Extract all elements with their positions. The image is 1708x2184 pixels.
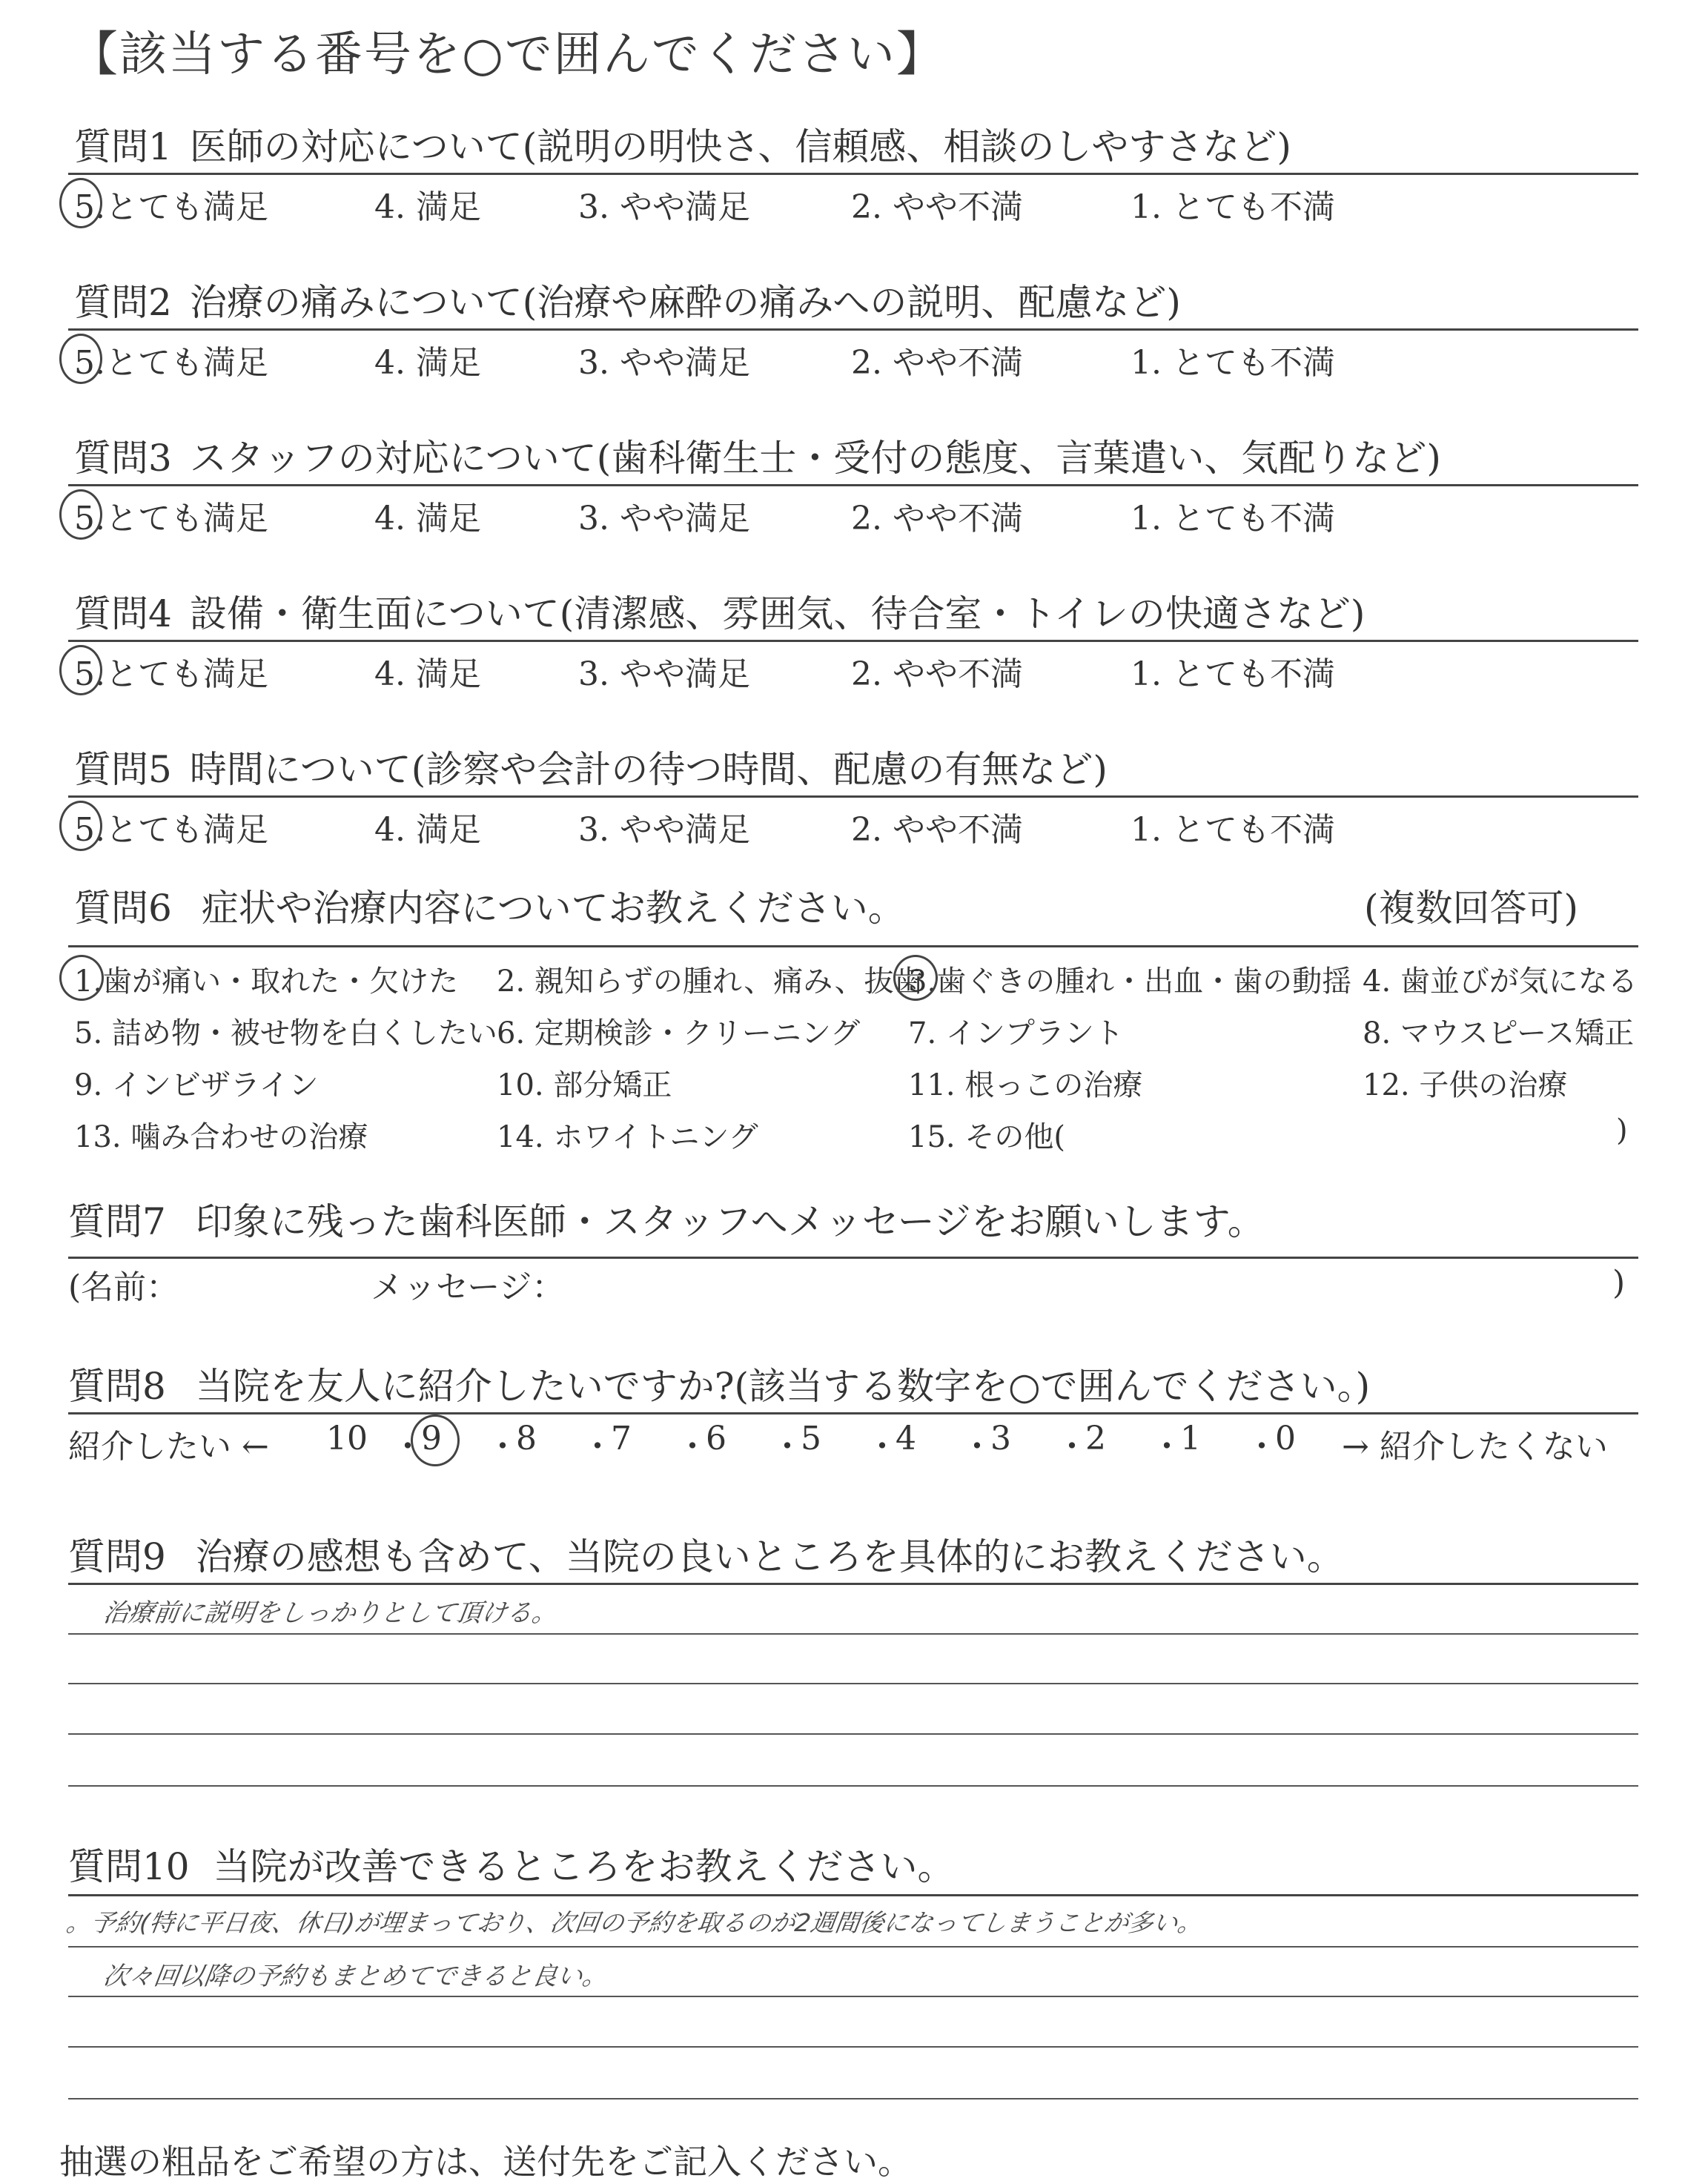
q8-heading [68,1357,1370,1410]
q7-heading [68,1192,1265,1245]
selection-circle [59,489,102,540]
q2-option[interactable]: 1. とても不満 [1131,344,1335,382]
q10-line-3 [68,2046,1638,2048]
selection-circle [411,1414,460,1466]
q1-label: 質問1 [74,125,172,168]
q7-label: 質問7 [68,1200,166,1243]
q7-rule [68,1257,1638,1259]
q6-option[interactable]: 7. インプラント [908,1016,1124,1050]
q8-scale-value[interactable]: 2 [1085,1420,1106,1457]
q3-option[interactable]: 4. 満足 [374,500,481,537]
q8-separator: ・ [1056,1428,1088,1466]
selection-circle [59,334,102,384]
q7-name-label[interactable]: (名前： [68,1268,179,1306]
q3-option[interactable]: 3. やや満足 [578,500,750,537]
q7-message-label[interactable]: メッセージ： [371,1268,565,1306]
q7-text: 印象に残った歯科医師・スタッフへメッセージをお願いします。 [195,1200,1265,1243]
q2-label: 質問2 [74,281,172,324]
page-title: 【該当する番号を○で囲んでください】 [70,27,945,82]
q8-separator: ・ [1151,1428,1183,1466]
q5-option[interactable]: 3. やや満足 [578,811,750,849]
q6-text: 症状や治療内容についてお教えください。 [201,887,905,930]
q8-separator: ・ [676,1428,709,1466]
q5-text: 時間について(診察や会計の待つ時間、配慮の有無など) [189,748,1108,791]
q10-heading [68,1837,955,1890]
q3-text: スタッフの対応について(歯科衛生士・受付の態度、言葉遣い、気配りなど) [189,437,1441,480]
q2-option[interactable]: 2. やや不満 [851,344,1023,382]
q6-option[interactable]: 2. 親知らずの腫れ、痛み、抜歯 [497,964,924,999]
q6-option[interactable]: 1.歯が痛い・取れた・欠けた [74,964,459,999]
selection-circle [59,178,102,228]
q8-right-label: → 紹介したくない [1342,1428,1608,1466]
q6-option[interactable]: 12. 子供の治療 [1363,1068,1568,1102]
q6-option[interactable]: 15. その他( [908,1120,1065,1154]
q8-scale-value[interactable]: 4 [896,1420,916,1457]
q6-close-paren: ) [1616,1113,1628,1148]
selection-circle [59,645,102,695]
q5-option[interactable]: 2. やや不満 [851,811,1023,849]
q8-separator: ・ [961,1428,993,1466]
q1-text: 医師の対応について(説明の明快さ、信頼感、相談のしやすさなど) [189,125,1291,168]
q8-separator: ・ [1245,1428,1278,1466]
q9-label: 質問9 [68,1535,166,1578]
q6-note: (複数回答可) [1364,887,1579,930]
q10-text: 当院が改善できるところをお教えください。 [213,1845,955,1888]
q1-option[interactable]: 1. とても不満 [1131,188,1335,226]
q8-scale-value[interactable]: 6 [706,1420,726,1457]
q6-option[interactable]: 10. 部分矯正 [497,1068,672,1102]
q10-line-2 [68,1996,1638,1997]
q9-line-1 [68,1633,1638,1635]
q2-option[interactable]: 4. 満足 [374,344,481,382]
q6-option[interactable]: 8. マウスピース矯正 [1363,1016,1635,1050]
q9-rule [68,1583,1638,1585]
q9-text: 治療の感想も含めて、当院の良いところを具体的にお教えください。 [195,1535,1344,1578]
q8-left-label: 紹介したい ← [68,1428,269,1466]
q3-option[interactable]: 5.とても満足 [74,500,268,537]
q1-rule [68,173,1638,175]
q5-label: 質問5 [74,748,172,791]
q5-option[interactable]: 1. とても不満 [1131,811,1335,849]
selection-circle [59,955,104,1001]
q6-option[interactable]: 11. 根っこの治療 [908,1068,1143,1102]
q8-scale-value[interactable]: 8 [516,1420,537,1457]
q8-separator: ・ [581,1428,614,1466]
q4-option[interactable]: 5.とても満足 [74,655,268,693]
q5-rule [68,795,1638,798]
q8-scale-value[interactable]: 5 [801,1420,821,1457]
q9-line-4 [68,1785,1638,1787]
q4-option[interactable]: 1. とても不満 [1131,655,1335,693]
q10-label: 質問10 [68,1845,190,1888]
q1-option[interactable]: 3. やや満足 [578,188,750,226]
q6-option[interactable]: 9. インビザライン [74,1068,319,1102]
q4-label: 質問4 [74,592,172,635]
q3-heading [74,428,1441,482]
q3-option[interactable]: 2. やや不満 [851,500,1023,537]
q3-rule [68,484,1638,486]
q8-scale-value[interactable]: 1 [1180,1420,1201,1457]
q10-line-4 [68,2098,1638,2099]
q8-rule [68,1412,1638,1414]
q8-scale-value[interactable]: 10 [326,1420,368,1457]
q8-label: 質問8 [68,1365,166,1408]
q2-option[interactable]: 5.とても満足 [74,344,268,382]
q4-text: 設備・衛生面について(清潔感、雰囲気、待合室・トイレの快適さなど) [189,592,1366,635]
q1-option[interactable]: 5.とても満足 [74,188,268,226]
q4-heading [74,584,1365,638]
q7-close-paren: ) [1612,1264,1626,1302]
q4-option[interactable]: 2. やや不満 [851,655,1023,693]
q4-option[interactable]: 3. やや満足 [578,655,750,693]
q1-option[interactable]: 2. やや不満 [851,188,1023,226]
q8-scale-value[interactable]: 7 [611,1420,632,1457]
q8-separator: ・ [486,1428,519,1466]
q5-option[interactable]: 4. 満足 [374,811,481,849]
q8-separator: ・ [391,1428,424,1466]
q3-option[interactable]: 1. とても不満 [1131,500,1335,537]
q10-answer-line-2[interactable]: 次々回以降の予約もまとめてできると良い。 [101,1962,610,1991]
q9-line-2 [68,1683,1638,1684]
q6-option[interactable]: 6. 定期検診・クリーニング [497,1016,861,1050]
q5-option[interactable]: 5.とても満足 [74,811,268,849]
q6-option[interactable]: 13. 噛み合わせの治療 [74,1120,368,1154]
q6-option[interactable]: 5. 詰め物・被せ物を白くしたい [74,1016,497,1050]
q4-rule [68,640,1638,642]
q9-line-3 [68,1733,1638,1735]
q8-separator: ・ [771,1428,804,1466]
q9-heading [68,1527,1344,1581]
q1-heading [74,117,1291,171]
q9-answer[interactable]: 治療前に説明をしっかりとして頂ける。 [101,1598,560,1628]
q3-label: 質問3 [74,437,172,480]
footer-prize-note: 抽選の粗品をご希望の方は、送付先をご記入ください。 [59,2142,912,2182]
selection-circle [893,955,938,1001]
q8-scale-value[interactable]: 3 [990,1420,1011,1457]
q2-text: 治療の痛みについて(治療や麻酔の痛みへの説明、配慮など) [189,281,1181,324]
q8-text: 当院を友人に紹介したいですか?(該当する数字を○で囲んでください。) [195,1365,1371,1408]
q10-answer-line-1[interactable]: 。予約(特に平日夜、休日)が埋まっており、次回の予約を取るのが2週間後になってしまうことが多い。 [64,1908,1205,1937]
q10-line-1 [68,1946,1638,1948]
q6-option[interactable]: 3.歯ぐきの腫れ・出血・歯の動揺 [908,964,1352,999]
q10-rule [68,1894,1638,1896]
q8-separator: ・ [866,1428,898,1466]
q2-rule [68,328,1638,331]
q6-label: 質問6 [74,887,172,930]
q8-scale-value[interactable]: 0 [1275,1420,1296,1457]
q8-scale-value[interactable]: 9 [421,1420,442,1457]
q5-heading [74,740,1108,793]
q6-option[interactable]: 4. 歯並びが気になる [1363,964,1638,999]
q6-rule [68,945,1638,947]
q1-option[interactable]: 4. 満足 [374,188,481,226]
q2-heading [74,273,1181,326]
q4-option[interactable]: 4. 満足 [374,655,481,693]
q2-option[interactable]: 3. やや満足 [578,344,750,382]
q6-heading [74,878,905,932]
selection-circle [59,801,102,851]
q6-option[interactable]: 14. ホワイトニング [497,1120,758,1154]
